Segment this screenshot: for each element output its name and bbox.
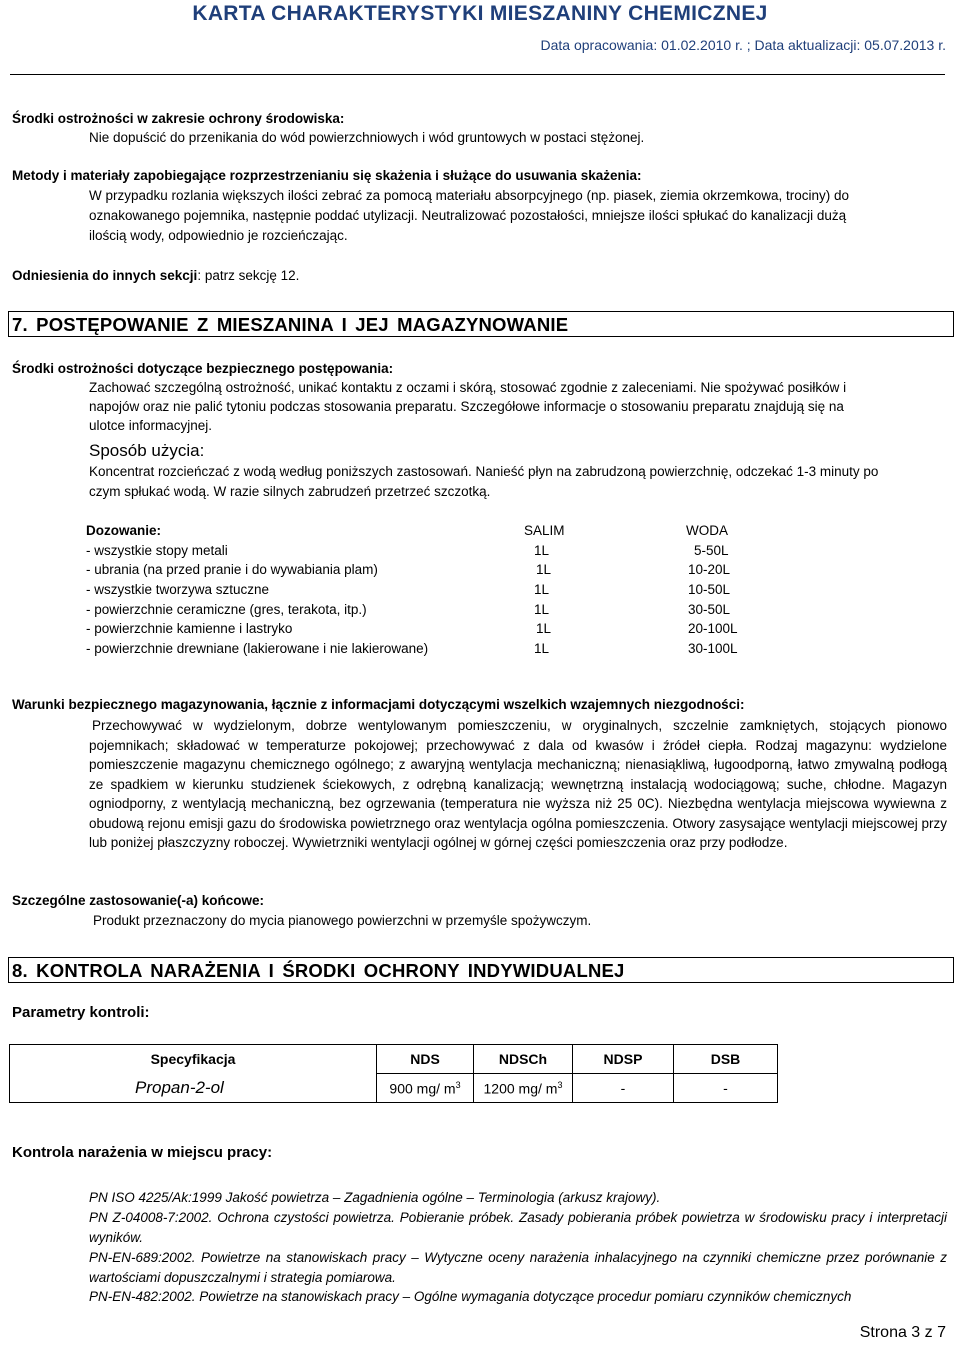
section-7-title: 7. POSTĘPOWANIE Z MIESZANINA I JEJ MAGAZYNOWANIE — [8, 311, 954, 337]
params-col-ndsp: NDSP — [573, 1045, 674, 1074]
params-substance: Propan-2-ol — [10, 1074, 377, 1103]
dosing-header-row — [86, 521, 814, 541]
dosing-row-name: - powierzchnie kamienne i lastryko — [86, 621, 293, 637]
dosing-row-salim: 1L — [534, 582, 550, 598]
dosing-row-salim: 1L — [534, 601, 550, 617]
dosing-row-salim: 1L — [536, 621, 552, 637]
dosing-row-name: - ubrania (na przed pranie i do wywabiania plam) — [86, 562, 378, 578]
params-col-ndsch: NDSCh — [474, 1045, 573, 1074]
params-dsb: - — [674, 1074, 778, 1103]
safe-handling-line-3: ulotce informacyjnej. — [89, 418, 213, 433]
dosing-row-salim: 1L — [534, 542, 550, 558]
safe-handling-line-2: napojów oraz nie palić tytoniu podczas stosowania preparatu. Szczegółowe informacje o stosowaniu preparatu znajdują się na — [89, 399, 844, 414]
storage-text: Przechowywać w wydzielonym, dobrze wentylowanym pomieszczeniu, w oryginalnych, szczelnie zamkniętych, stojących pionowo pojemnikach; składować w temperaturze pokojowej; przechowywać z dala od kwasów i źródeł ciepła. Rodzaj magazynu: wydzielone pomieszczenie magazynu chemicznego ogólnego; z awaryjną wentylacja mechaniczną; nienasiąkliwą, ługoodporną, łatwo zmywalną podłogą ze spadkiem w kierunku studzienek ściekowych, z odrębną kanalizacją; wewnętrzną instalacją wodociągową; suche, chłodne. Magazyn ogniodporny, z wentylacją mechaniczną, bez ogrzewania (temperatura nie wyższa niż 25 0C). Niezbędna wentylacja miejscowa wywiewna z obudową rejonu emisji gazu do środowiska powietrznego oraz wentylacja ogólna pomieszczenia. Otwory zasysające wentylacji miejscowej przy lub poniżej płaszczyzny roboczej. Wywietrzniki wentylacji ogólnej w górnej części pomieszczenia oraz przy podłodze. — [89, 718, 947, 850]
methods-line-2: oznakowanego pojemnika, następnie poddać utylizacji. Neutralizować pozostałości, mniejsze ilości spłukać do kanalizacji dużą — [89, 208, 847, 223]
dosing-row-name: - wszystkie tworzywa sztuczne — [86, 582, 270, 598]
references-label: Odniesienia do innych sekcji — [12, 268, 198, 283]
specific-use-heading: Szczególne zastosowanie(-a) końcowe: — [12, 893, 265, 908]
document-title: KARTA CHARAKTERYSTYKI MIESZANINY CHEMICZNEJ — [192, 2, 768, 25]
document-dates: Data opracowania: 01.02.2010 r. ; Data aktualizacji: 05.07.2013 r. — [540, 37, 946, 53]
methods-line-3: ilością wody, odpowiednio je rozcieńczając. — [89, 228, 348, 243]
params-col-dsb: DSB — [674, 1045, 778, 1074]
header-divider — [10, 74, 945, 75]
params-ndsch-value: 1200 mg/ m — [483, 1080, 558, 1097]
methods-heading: Metody i materiały zapobiegające rozprzestrzenianiu się skażenia i służące do usuwania skażenia: — [12, 168, 642, 183]
norm-item: PN-EN-482:2002. Powietrze na stanowiskach pracy – Ogólne wymagania dotyczące procedur pomiaru czynników chemicznych — [89, 1289, 852, 1304]
dosing-row-woda: 30-50L — [688, 601, 731, 617]
references-value: : patrz sekcję 12. — [197, 268, 300, 283]
dosing-row-salim: 1L — [534, 640, 550, 656]
params-header-row — [10, 1045, 778, 1074]
dosing-row-woda: 10-50L — [688, 582, 731, 598]
dosing-row-name: - powierzchnie drewniane (lakierowane i nie lakierowane) — [86, 640, 429, 656]
params-nds-value: 900 mg/ m — [389, 1080, 456, 1097]
usage-line-1: Koncentrat rozcieńczać z wodą według poniższych zastosowań. Nanieść płyn na zabrudzoną powierzchnię, odczekać 1-3 minuty po — [89, 464, 879, 479]
dosing-row — [86, 599, 814, 619]
dosing-row — [86, 560, 814, 580]
params-col-spec: Specyfikacja — [10, 1045, 377, 1074]
safe-handling-line-1: Zachować szczególną ostrożność, unikać kontaktu z oczami i skórą, stosować zgodnie z zaleceniami. Nie spożywać posiłków i — [89, 380, 847, 395]
storage-heading: Warunki bezpiecznego magazynowania, łącznie z informacjami dotyczącymi wszelkich wzajemnych niezgodności: — [12, 697, 745, 712]
dosing-row — [86, 639, 814, 659]
params-row — [10, 1074, 778, 1103]
dosing-row-woda: 30-100L — [688, 640, 738, 656]
workplace-heading: Kontrola narażenia w miejscu pracy: — [12, 1144, 273, 1161]
dosing-row — [86, 580, 814, 600]
params-ndsp: - — [573, 1074, 674, 1103]
dosing-row-salim: 1L — [536, 562, 552, 578]
params-col-nds: NDS — [377, 1045, 474, 1074]
section-8-title: 8. KONTROLA NARAŻENIA I ŚRODKI OCHRONY INDYWIDUALNEJ — [8, 957, 954, 983]
specific-use-text: Produkt przeznaczony do mycia pianowego powierzchni w przemyśle spożywczym. — [93, 913, 592, 928]
norm-item: PN Z-04008-7:2002. Ochrona czystości powietrza. Pobieranie próbek. Zasady pobierania próbek powietrza w środowisku pracy i interpretacji wyników. — [89, 1210, 947, 1245]
dosing-label: Dozowanie: — [86, 523, 162, 539]
dosing-row-name: - powierzchnie ceramiczne (gres, terakota, itp.) — [86, 601, 367, 617]
params-table — [9, 1044, 778, 1103]
dosing-row — [86, 541, 814, 561]
dosing-row — [86, 619, 814, 639]
params-nds-exp: 3 — [455, 1079, 461, 1090]
dosing-table — [86, 521, 814, 658]
params-heading: Parametry kontroli: — [12, 1004, 150, 1021]
usage-line-2: czym spłukać wodą. W razie silnych zabrudzeń przetrzeć szczotką. — [89, 484, 491, 499]
dosing-row-woda: 20-100L — [688, 621, 738, 637]
params-nds — [377, 1074, 474, 1103]
dosing-row-woda: 10-20L — [688, 562, 731, 578]
dosing-col-salim: SALIM — [524, 523, 565, 539]
references — [12, 268, 299, 283]
env-heading: Środki ostrożności w zakresie ochrony środowiska: — [12, 111, 345, 126]
page-number: Strona 3 z 7 — [859, 1324, 946, 1341]
usage-heading: Sposób użycia: — [89, 441, 205, 460]
params-ndsch-exp: 3 — [557, 1079, 563, 1090]
dosing-row-woda: 5-50L — [694, 542, 729, 558]
params-ndsch — [474, 1074, 573, 1103]
norm-item: PN ISO 4225/Ak:1999 Jakość powietrza – Zagadnienia ogólne – Terminologia (arkusz krajowy). — [89, 1190, 661, 1205]
env-text: Nie dopuścić do przenikania do wód powierzchniowych i wód gruntowych w postaci stężonej. — [89, 130, 645, 145]
norm-item: PN-EN-689:2002. Powietrze na stanowiskach pracy – Wytyczne oceny narażenia inhalacyjnego na czynniki chemiczne przez porównanie z wartościami dopuszczalnymi i strategia pomiarowa. — [89, 1250, 947, 1285]
dosing-row-name: - wszystkie stopy metali — [86, 542, 228, 558]
methods-line-1: W przypadku rozlania większych ilości zebrać za pomocą materiału absorpcyjnego (np. piasek, ziemia okrzemkowa, trociny) do — [89, 188, 850, 203]
safe-handling-heading: Środki ostrożności dotyczące bezpiecznego postępowania: — [12, 361, 394, 376]
dosing-col-woda: WODA — [686, 523, 728, 539]
